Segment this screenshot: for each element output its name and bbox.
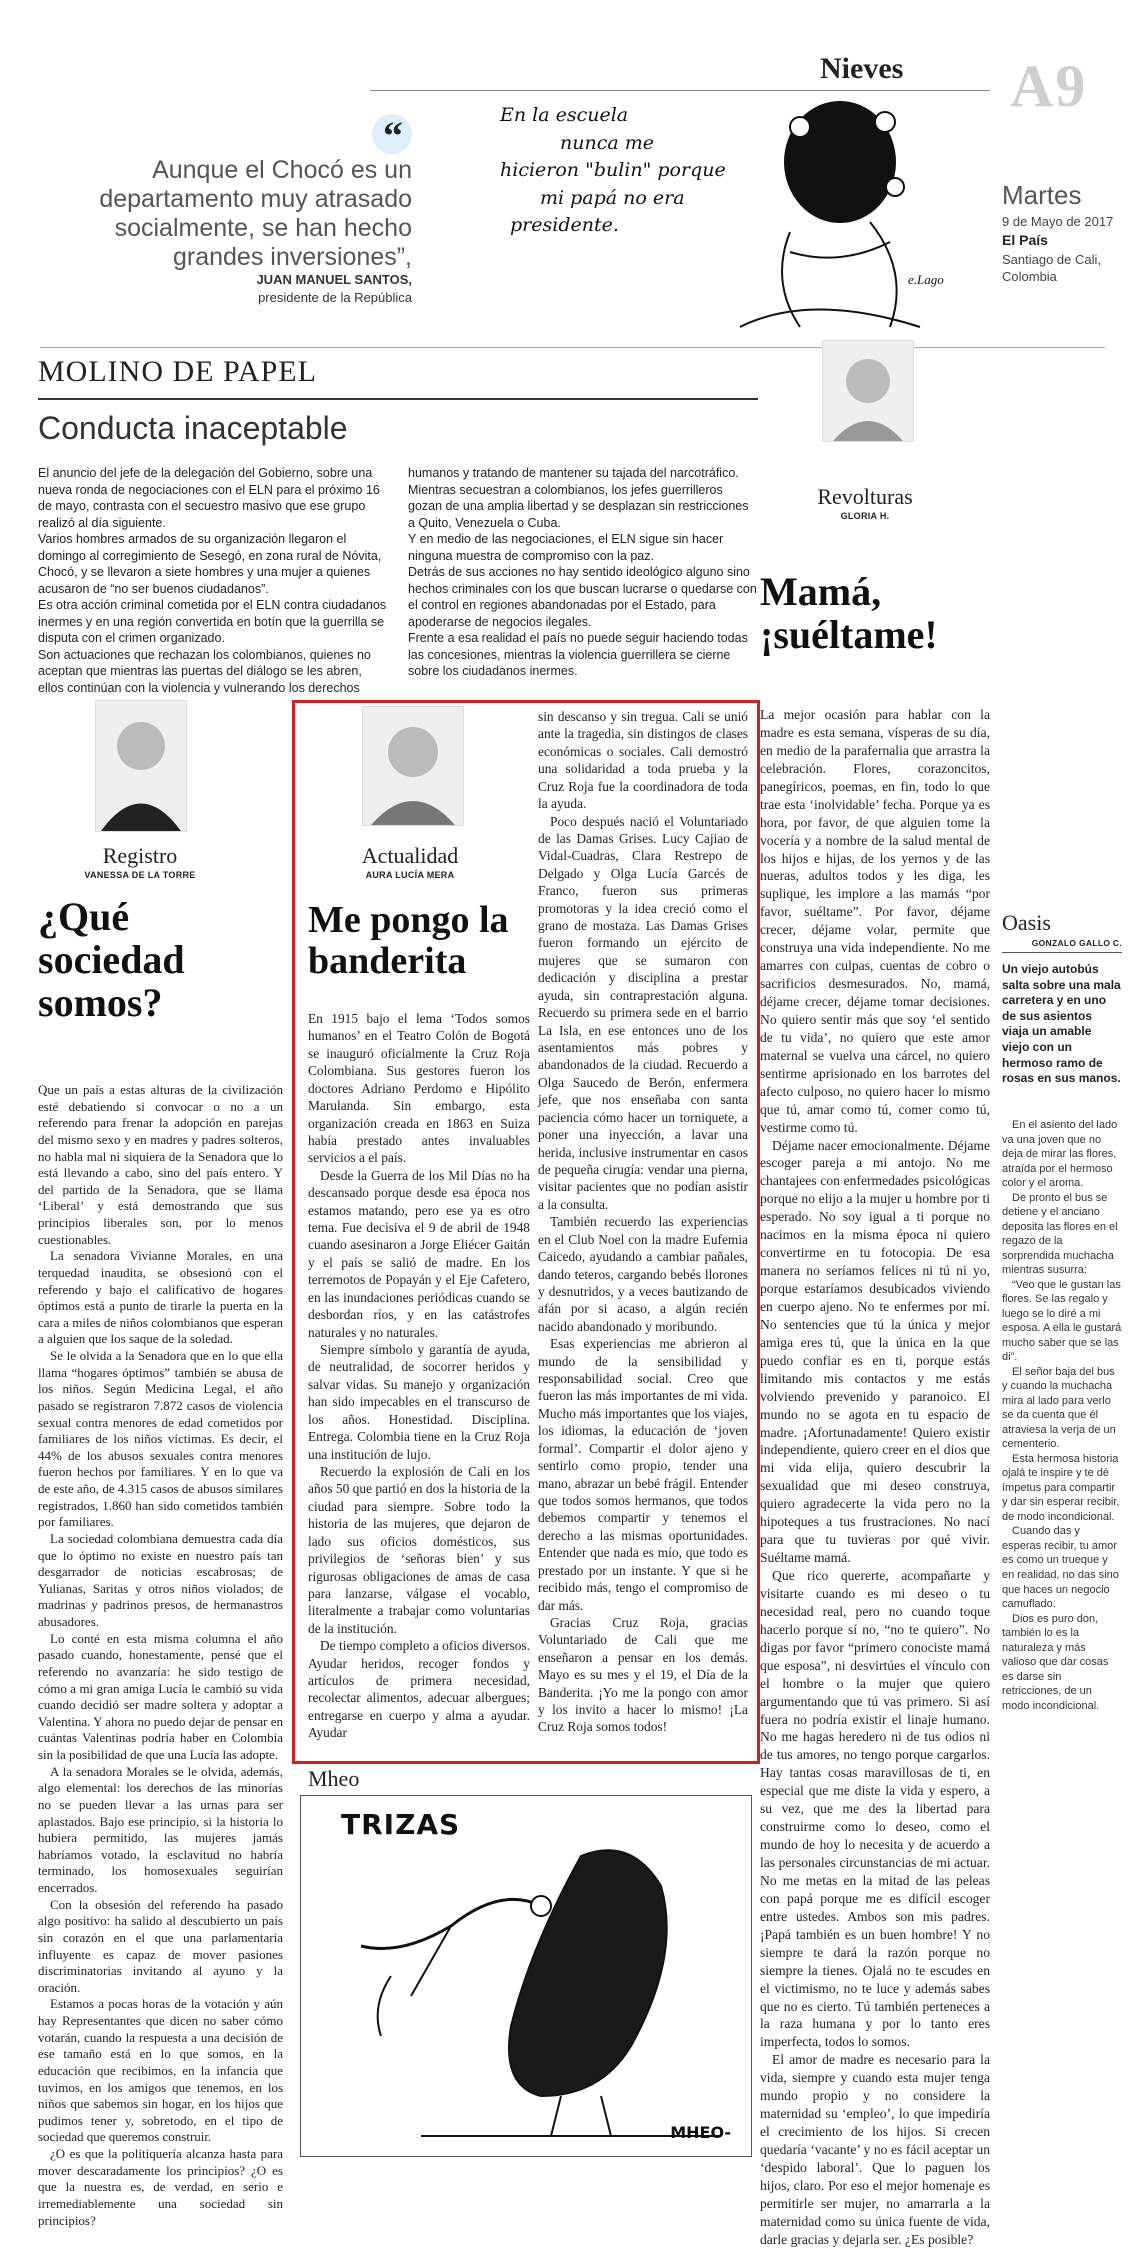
cartoon-line: nunca me xyxy=(560,131,654,154)
actualidad-paragraph: En 1915 bajo el lema ‘Todos somos humanos’ en el Teatro Colón de Bogotá se inauguró oficialmente la Cruz Roja Colombiana. Sus gestores fueron los doctores Adriano Perdomo e Hipólito Marulanda. Sin embargo, esta organización creada en 1863 en Suiza había prestado antes invaluables servicios a el país. xyxy=(308,1011,530,1166)
molino-paragraph: Varios hombres armados de su organización llegaron el domingo al corregimiento de Sesegó, en zona rural de Nóvita, Chocó, y se llevaron a siete hombres y una mujer a quienes acusaron de “no ser buenos ciudadanos”. xyxy=(38,532,382,596)
actualidad-paragraph: Esas experiencias me abrieron al mundo de la sensibilidad y responsabilidad social. Creo que fueron las más importantes de mi vida. Mucho más importantes que los viajes, los idiomas, la educación de ‘joven formal’. Compartir el dolor ajeno y sentirlo como propio, tender una mano, abrazar un bebé frágil. Entender que todos somos hermanos, que todos debemos compartir y tenemos el derecho a las mismas oportunidades. Entender que nada es mío, que todo es prestado por un instante. Y que si he recibido más, tengo el compromiso de dar más. xyxy=(538,1336,748,1613)
registro-paragraph: Estamos a pocas horas de la votación y aún hay Representantes que dicen no saber cómo votarán, cuando la respuesta a una decisión de ese tamaño está en lo que somos, en la educación que recibimos, en la infancia que tuvimos, en los amigos que tenemos, en los niños que sabemos sin hogar, en los hijos que pudimos tener y, sobretodo, en el tipo de sociedad que queremos construir. xyxy=(38,1996,283,2145)
actualidad-paragraph: También recuerdo las experiencias en el Club Noel con la madre Eufemia Caicedo, ayudando a cambiar pañales, dando teteros, cargando bebés llorones y desnutridos, y a veces bautizando de afán por si acaso, a algún recién nacido abandonado y moribundo. xyxy=(538,1214,748,1334)
registro-paragraph: Se le olvida a la Senadora que en lo que ella llama “hogares óptimos” también se abusa de los niños. Según Medicina Legal, el año pasado se registraron 7.872 casos de violencia sexual contra menores de edad cometidos por familiares de los niños víctimas. Es decir, el 44% de los abusos sexuales contra menores fueron hechos por familiares. Y en lo que va de este año, de 4.315 casos de abusos similares registrados, 1.860 han sido cometidos también por familiares. xyxy=(38,1348,283,1530)
molino-paragraph: El anuncio del jefe de la delegación del Gobierno, sobre una nueva ronda de negociaciones con el ELN para el próximo 16 de mayo, contrasta con el secuestro masivo que ese grupo realizó al día siguiente. xyxy=(38,466,380,530)
registro-body xyxy=(38,1082,283,2229)
page-section-title: Nieves xyxy=(820,52,904,85)
registro-paragraph: Lo conté en esta misma columna el año pasado cuando, honestamente, pensé que el referendo no avanzaría: he sido testigo de cómo a mi gran amiga Lucía le cambió su vida cuando decidió ser madre soltera y adoptar a Valentina. Y ahora no puedo dejar de pensar en cuántas Valentinas podría haber en Colombia sin la posibilidad de que una Lucía las adopte. xyxy=(38,1630,283,1762)
quote-text: Aunque el Chocó es un departamento muy atrasado socialmente, se han hecho grandes inversiones”, xyxy=(99,156,412,271)
molino-col-2 xyxy=(408,465,758,680)
bottom-cartoon-title: TRIZAS xyxy=(341,1808,461,1841)
oasis-body xyxy=(1002,1118,1122,1713)
header-bottom-rule xyxy=(40,347,1105,348)
molino-paragraph: Frente a esa realidad el país no puede seguir haciendo todas las concesiones, mientras la violencia guerrillera se cierne sobre los ciudadanos inermes. xyxy=(408,631,748,678)
cartoon-vulture-drawing xyxy=(301,1796,749,2154)
actualidad-paragraph: sin descanso y sin tregua. Cali se unió ante la tragedia, sin distingos de clases económicas o sociales. Cali demostró una solidaridad a toda prueba y la Cruz Roja fue la coordinadora de toda la ayuda. xyxy=(538,709,748,812)
revolturas-paragraph: El amor de madre es necesario para la vida, siempre y cuando esta mujer tenga mundo propio y no considere la maternidad su ‘empleo’, lo que impediría el crecimiento de los hijos. Si crecen quedaría ‘vacante’ y no es fácil aceptar un ‘despido laboral’. Que lo paguen los hijos, claro. Por eso el mejor homenaje es permitirle ser mujer, no amarrarla a la maternidad como su única fuente de vida, darle gracias y dejarla ser. ¿Es posible? xyxy=(760,2052,990,2247)
oasis-paragraph: En el asiento del lado va una joven que no deja de mirar las flores, atraída por el hermoso color y el aroma. xyxy=(1002,1119,1118,1190)
registro-label: Registro xyxy=(102,843,178,868)
molino-paragraph: Mientras secuestran a colombianos, los jefes guerrilleros gozan de una amplia libertad y se desplazan sin restricciones a Quito, Venezuela o Cuba. xyxy=(408,482,749,530)
cartoon-line: presidente. xyxy=(510,214,619,237)
oasis-rule xyxy=(1002,952,1122,953)
registro-paragraph: La sociedad colombiana demuestra cada día que lo óptimo no existe en nuestro país tan desgarrador de noticias escabrosas; de Yulianas, Saritas y otros niños violados; de madrinas y padrinos presos, de hermanastros abusadores. xyxy=(38,1530,283,1629)
actualidad-label: Actualidad xyxy=(361,843,459,868)
registro-paragraph: Que un país a estas alturas de la civilización esté debatiendo si convocar o no a un referendo para frenar la adopción en parejas del mismo sexo y en madres y padres solteros, no habla mal ni siquiera de la Senadora que lo está llevando a cabo, sino del país entero. Y del partido de la Senadora, que se llama ‘Liberal’ y está demostrando que sus principios liberales son, por lo menos cuestionables. xyxy=(38,1082,283,1247)
revolturas-paragraph: La mejor ocasión para hablar con la madre es esta semana, vísperas de su día, en medio de la parafernalia que arrastra la celebración. Flores, corazoncitos, panegíricos, poemas, en fin, todo lo que trae esta ‘inolvidable’ fecha. Porque ya es hora, por favor, de que alguien tome la vocería y a nombre de la salud mental de los hijos e hijas, de los yernos y de las nueras, adultos todos y les diga, les suplique, les implore a las mamás “por favor, suéltame”. Por favor, déjame crecer, déjame volar, permite que construya una vida independiente. No me amarres con culpas, cuentas de cobro o sacrificios desmesurados. No, mamá, déjame crecer, déjame tomar decisiones. No quiero sentir más que soy ‘el sentido de tu vida’, no quiero que este amor maternal se vuelva una cárcel, no quiero sentirme aprisionado en los barrotes del afecto culposo, no quiero hacer lo mismo que tú, amar como tú, comer como tú, vestirme como tú. xyxy=(760,707,990,1135)
oasis-paragraph: “Veo que le gustan las flores. Se las regalo y luego se lo diré a mi esposa. A ella le gustará mucho saber que se las di”. xyxy=(1002,1278,1122,1364)
registro-headline: ¿Qué sociedad somos? xyxy=(38,894,185,1026)
bottom-cartoon-label: Mheo xyxy=(308,1766,360,1791)
cartoon-line: hicieron "bulin" porque xyxy=(500,159,726,182)
oasis-label: Oasis xyxy=(1002,910,1051,935)
molino-paragraph: Son actuaciones que rechazan los colombianos, quienes no aceptan que mientras las puertas del diálogo se les abren, ellos continúan con la violencia y vulnerando los derechos xyxy=(38,647,371,695)
cartoon-line: mi papá no era xyxy=(540,186,685,209)
molino-section-title: MOLINO DE PAPEL xyxy=(38,355,317,388)
cartoon-signature: e.Lago xyxy=(908,272,944,287)
quote-author: JUAN MANUEL SANTOS, xyxy=(256,272,412,287)
quote-role: presidente de la República xyxy=(258,290,412,305)
bottom-cartoon xyxy=(300,1795,752,2157)
oasis-paragraph: Cuando das y esperas recibir, tu amor es como un trueque y en realidad, no das sino que haces un negocio camuflado. xyxy=(1002,1525,1119,1611)
revolturas-headline: Mamá, ¡suéltame! xyxy=(760,569,938,658)
actualidad-paragraph: Poco después nació el Voluntariado de las Damas Grises. Lucy Cajiao de Vidal-Cuadras, Clara Restrepo de Delgado y Olga Lucía Garcés de Franco, fueron sus primeras promotoras y la idea creció como el grano de mostaza. Las Damas Grises fueron formando un ejército de mujeres que se sumaron con dedicación y disciplina a prestar ayuda, sin contraprestación alguna. Recuerdo su primera sede en el barrio La Isla, en ese entonces uno de los asentamientos más pobres y abandonados de la ciudad. Recuerdo a Olga Saucedo de Berón, enfermera jefe, que nos enseñaba con santa paciencia cómo hacer un torniquete, a poner una inyección, a lavar una herida, inclusive instrumentar en casos de pequeña cirugía: vendar una pierna, visitar pacientes que no podían asistir a la consulta. xyxy=(538,813,748,1212)
quote-badge xyxy=(372,113,412,158)
actualidad-paragraph: Recuerdo la explosión de Cali en los años 50 que partió en dos la historia de la ciudad para siempre. Sobre todo la historia de las mujeres, que dejaron de lado sus oficios domésticos, sus privilegios de ‘señoras bien’ y sus rigurosas obligaciones de amas de casa para lanzarse, válgase el vocablo, literalmente a trabajar como voluntarias de la institución. xyxy=(308,1463,531,1636)
actualidad-col-1 xyxy=(308,1010,530,1742)
quote-mark: “ xyxy=(383,113,403,158)
newspaper-name: El País xyxy=(1002,232,1048,248)
actualidad-col-2 xyxy=(538,708,748,1736)
oasis-paragraph: Dios es puro don, también lo es la naturaleza y más valioso que dar cosas es darse sin retricciones, de un modo incondicional. xyxy=(1002,1612,1109,1712)
revolturas-body xyxy=(760,706,990,2249)
cartoon-girl-drawing xyxy=(490,92,980,332)
registro-author: VANESSA DE LA TORRE xyxy=(84,870,196,880)
registro-paragraph: ¿O es que la politiquería alcanza hasta para mover descaradamente los principios? ¿O es que la nuestra es, de verdad, en serio e irremediablemente una sociedad sin principios? xyxy=(38,2146,283,2228)
actualidad-author-photo xyxy=(362,706,464,826)
revolturas-paragraph: Déjame nacer emocionalmente. Déjame escoger pareja a mi antojo. No me chantajees con enfermedades psicológicas porque no elijo a la mujer u hombre por ti esperado. No soy igual a ti porque no nacimos en la misma época ni quiero convertirme en tu fotocopia. De esa manera no seríamos felices ni tú ni yo, porque estaríamos desubicados viviendo en cuerpo ajeno. No te enfermes por mí. No sentencies que tú la única y mejor amiga eres tú, que la única en la que puedo confiar es en ti, porque estás limitando mis contactos y me estás volviendo prevenido y paranoico. El mundo no se agota en tu espacio de madre. ¡Afortunadamente! Quiero existir independiente, quiero creer en el dios que mi vida elija, quiero descubrir la sexualidad que mi deseo construya, quiero agradecerte la vida pero no la hipoteques a tus frustraciones. No nací para que tu tuvieras por qué vivir. Suéltame mamá. xyxy=(760,1137,990,1566)
actualidad-paragraph: Desde la Guerra de los Mil Días no ha descansado porque desde esa época nos estamos matando, pero ese ya es otro tema. Fue decisiva el 9 de abril de 1948 cuando asesinaron a Jorge Eliécer Gaitán y el país se salió de madre. En los terremotos de Popayán y el Eje Cafetero, en las inundaciones periódicas cuando se desbordan ríos, y en las catástrofes naturales y no naturales. xyxy=(308,1167,530,1340)
portrait-icon xyxy=(96,701,186,831)
header-rule xyxy=(370,90,990,91)
actualidad-paragraph: De tiempo completo a oficios diversos. Ayudar heridos, recoger fondos y artículos de primera necesidad, recolectar alimentos, adecuar albergues; entregarse en cuerpo y alma a ayudar. Ayudar xyxy=(308,1638,530,1741)
actualidad-headline: Me pongo la banderita xyxy=(308,899,509,983)
date-line: 9 de Mayo de 2017 xyxy=(1002,214,1114,229)
registro-paragraph: La senadora Vivianne Morales, en una terquedad inaudita, se obsesionó con el referendo y bajo el calificativo de hogares óptimos está a punto de tirarle la puerta en la cara a miles de niños colombianos que esperan a alguien que los saque de la soledad. xyxy=(38,1248,283,1347)
actualidad-paragraph: Gracias Cruz Roja, gracias Voluntariado de Cali que me enseñaron a pensar en los demás. Mayo es su mes y el 19, el Día de la Banderita. ¡Yo me la pongo con amor y los invito a hacer lo mismo! ¡La Cruz Roja somos todos! xyxy=(538,1614,748,1735)
revolturas-author-photo xyxy=(822,340,914,442)
cartoon-line: En la escuela xyxy=(500,104,629,126)
top-cartoon xyxy=(490,92,980,332)
molino-paragraph: Y en medio de las negociaciones, el ELN sigue sin hacer ninguna muestra de compromiso con la paz. xyxy=(408,532,724,563)
molino-paragraph: Es otra acción criminal cometida por el ELN contra ciudadanos inermes y en una región convertida en botín que la guerrilla se disputa con el crimen organizado. xyxy=(38,598,387,645)
registro-paragraph: A la senadora Morales se le olvida, además, algo elemental: los derechos de las minorías no se pueden llevar a las urnas para ser aplastados. Bajo ese principio, si la historia lo hubiera permitido, las mujeres jamás habríamos votado, la esclavitud no habría terminado, los homosexuales seguirían encerrados. xyxy=(38,1763,283,1895)
oasis-lead: Un viejo autobús salta sobre una mala carretera y en uno de sus asientos viaja un amable viejo con un hermoso ramo de rosas en sus manos. xyxy=(1002,962,1121,1086)
bottom-cartoon-signature: MHEO- xyxy=(670,2123,731,2142)
molino-paragraph: humanos y tratando de mantener su tajada del narcotráfico. xyxy=(408,466,739,480)
page-number: A9 xyxy=(1010,53,1088,119)
city-line: Santiago de Cali, Colombia xyxy=(1002,252,1102,284)
oasis-paragraph: De pronto el bus se detiene y el anciano deposita las flores en el regazo de la sorprendida muchacha mientras susurra: xyxy=(1002,1191,1118,1277)
date-weekday: Martes xyxy=(1002,180,1082,210)
actualidad-paragraph: Siempre símbolo y garantía de ayuda, de neutralidad, de socorrer heridos y salvar vidas. Su manejo y organización han sido impecables en el transcurso de los años. Honestidad. Disciplina. Entrega. Colombia tiene en la Cruz Roja una institución de lujo. xyxy=(308,1342,530,1462)
portrait-icon xyxy=(363,707,463,825)
oasis-author: GONZALO GALLO C. xyxy=(1031,938,1122,948)
molino-title: Conducta inaceptable xyxy=(38,410,348,446)
revolturas-label: Revolturas xyxy=(817,484,913,509)
portrait-icon xyxy=(823,341,913,441)
registro-author-photo xyxy=(95,700,187,832)
revolturas-author: GLORIA H. xyxy=(840,511,890,521)
molino-col-1 xyxy=(38,465,390,696)
molino-rule xyxy=(38,398,758,400)
actualidad-author: AURA LUCÍA MERA xyxy=(365,870,455,880)
molino-paragraph: Detrás de sus acciones no hay sentido ideológico alguno sino hechos criminales con los que buscan lucrarse o quedarse con el control en regiones abandonadas por el Estado, para apoderarse de negocios ilegales. xyxy=(408,565,757,629)
oasis-paragraph: Esta hermosa historia ojalá te inspire y te dé ímpetus para compartir y dar sin esperar recibir, de modo incondicional. xyxy=(1002,1452,1120,1523)
registro-paragraph: Con la obsesión del referendo ha pasado algo positivo: ha salido al descubierto un país sin corazón en el que una parlamentaria influyente es capaz de mover pasiones discriminatorias invitando al ayuno y la oración. xyxy=(38,1896,283,1995)
oasis-paragraph: El señor baja del bus y cuando la muchacha mira al lado para verlo se da cuenta que él atraviesa la verja de un cementerio. xyxy=(1002,1365,1116,1451)
revolturas-paragraph: Que rico quererte, acompañarte y visitarte cuando es mi deseo o tu necesidad real, pero no cuando toque hacerlo porque sí no, “no te quiero”. No digas por favor “primero conociste mamá que esposa”, ni desvirtúes el vínculo con el hombre o la mujer que quiero argumentando que tú vas primero. Si así fuera no podría existir el linaje humano. No me hagas heredero ni de tus odios ni de tus amores, no tengo porque cargarlos. Hay tantas cosas maravillosas de ti, en especial que me diste la vida y espero, a su vez, que me des la libertad para construirme como lo deseo, como el mundo de hoy lo necesita y de acuerdo a las personales circunstancias de mi actuar. No me metas en la mitad de las peleas con papá porque me es difícil escoger entre ustedes. Ambos son mis padres. ¡Papá también es un buen hombre! Y no siempre te dará la razón porque no siempre la tienes. Ojalá no te escudes en el victimismo, no te luce y además sabes que no es cierto. Tú también perteneces a la raza humana y por lo tanto eres imperfecta, todos lo somos. xyxy=(760,1568,990,2050)
